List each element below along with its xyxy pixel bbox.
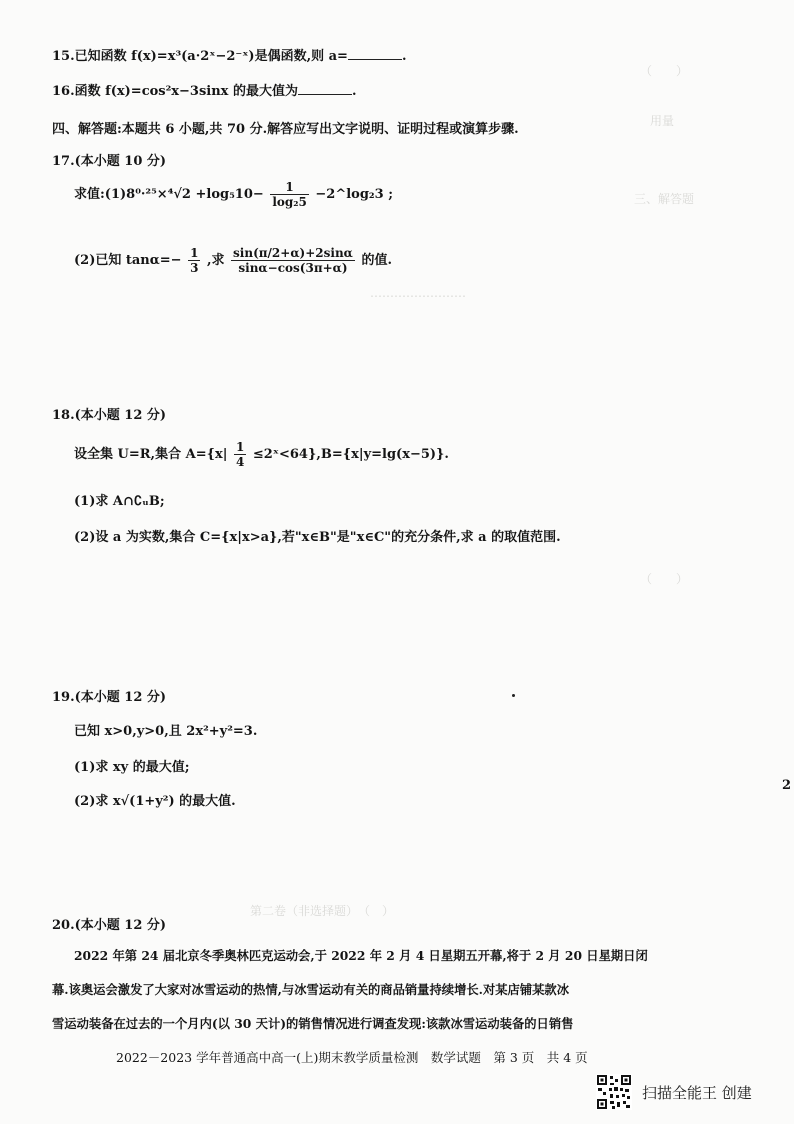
question-18-line-2: (1)求 A∩∁ᵤB; [74,494,165,509]
question-18-heading: 18.(本小题 12 分) [52,408,167,423]
stray-dot [512,694,515,697]
answer-blank [348,47,402,60]
bleed-through-text: …………………… [370,286,466,300]
question-19-heading: 19.(本小题 12 分) [52,690,167,705]
edge-mark: 2 [782,778,792,793]
fraction: $\frac{\sin(\pi/2+\alpha)+2\sin\alpha}{\sin\alpha-\cos(3\pi+\alpha)}$ [233,246,353,275]
question-number: 16. [52,84,75,99]
question-20-line-2: 幕.该奥运会激发了大家对冰雪运动的热情,与冰雪运动有关的商品销量持续增长.对某店铺某款冰 [52,982,570,997]
question-17-part-1: 求值:(1)8⁰·²⁵×⁴√2 +log₅10− $\frac{1}{\text{log₂5}}$ −2^log₂3 ; [74,180,393,209]
question-20-line-3: 雪运动装备在过去的一个月内(以 30 天计)的销售情况进行调查发现:该款冰雪运动装备的日销售 [52,1016,574,1031]
bleed-through-text: （ ） [640,64,689,78]
question-16: 16.函数 f(x)=cos²x−3sinx 的最大值为 . [52,84,357,99]
question-20-line-1: 2022 年第 24 届北京冬季奥林匹克运动会,于 2022 年 2 月 4 日星期五开幕,将于 2 月 20 日星期日闭 [74,948,648,963]
fraction: $\frac{1}{\text{log₂5}}$ [272,180,307,209]
question-18-line-1: 设全集 U=R,集合 A={x| $\frac{1}{4}$ ≤2ˣ<64},B={x|y=lg(x−5)}. [74,440,449,469]
question-number: 15. [52,49,75,64]
fraction: $\frac{1}{3}$ [190,246,199,275]
question-19-line-2: (1)求 xy 的最大值; [74,760,190,775]
question-18-line-3: (2)设 a 为实数,集合 C={x|x>a},若"x∈B"是"x∈C"的充分条件,求 a 的取值范围. [74,530,561,545]
scanner-watermark: 扫描全能王 创建 [642,1084,752,1102]
question-19-line-1: 已知 x>0,y>0,且 2x²+y²=3. [74,724,258,739]
bleed-through-text: 三、解答题 [634,192,695,206]
bleed-through-text: 第二卷（非选择题） （ ） [250,904,395,918]
question-19-line-3: (2)求 x√(1+y²) 的最大值. [74,794,236,809]
qr-code-icon [596,1074,632,1110]
section-heading: 四、解答题:本题共 6 小题,共 70 分.解答应写出文字说明、证明过程或演算步骤. [52,122,519,137]
answer-blank [298,82,352,95]
bleed-through-text: （ ） [640,572,689,586]
question-17-part-2: (2)已知 tanα=− $\frac{1}{3}$ ,求 $\frac{\sin(\pi/2+\alpha)+2\sin\alpha}{\sin\alpha-\cos(3\pi+\alpha)}$ 的值. [74,246,392,275]
question-text: 函数 f(x)=cos²x−3sinx 的最大值为 [74,84,298,99]
bleed-through-text: 用量 [650,114,675,128]
question-text: 已知函数 f(x)=x³(a·2ˣ−2⁻ˣ)是偶函数,则 a= [74,49,348,64]
question-20-heading: 20.(本小题 12 分) [52,918,167,933]
fraction: $\frac{1}{4}$ [235,440,245,469]
question-17-heading: 17.(本小题 10 分) [52,154,167,169]
page-footer: 2022－2023 学年普通高中高一(上)期末教学质量检测 数学试题 第 3 页 共 4 页 [116,1050,588,1065]
question-15: 15.已知函数 f(x)=x³(a·2ˣ−2⁻ˣ)是偶函数,则 a= . [52,49,407,64]
